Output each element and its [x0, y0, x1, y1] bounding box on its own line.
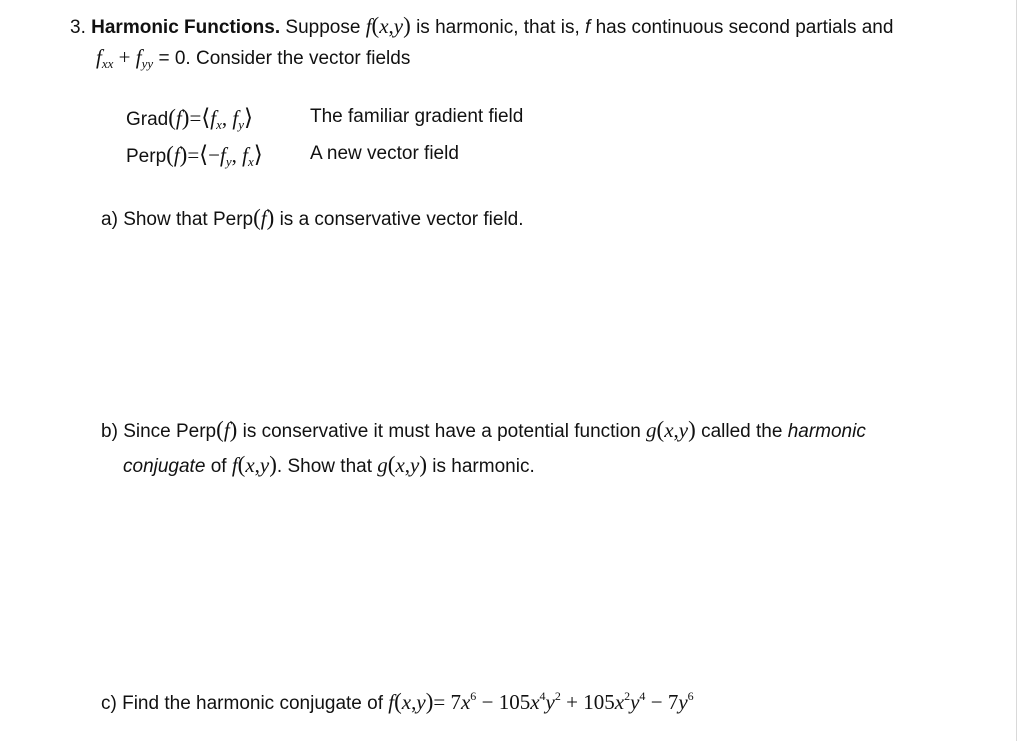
- part-a: a) Show that Perp(f) is a conservative vector field.: [101, 205, 524, 230]
- intro-suppose: Suppose: [285, 17, 361, 38]
- intro-rest: is harmonic, that is,: [416, 17, 580, 38]
- perp-description: A new vector field: [310, 143, 459, 164]
- grad-description: The familiar gradient field: [310, 106, 524, 127]
- part-c-label: c): [101, 693, 117, 714]
- part-b-label: b): [101, 421, 118, 442]
- part-a-label: a): [101, 209, 118, 230]
- intro-rest2: has continuous second partials and: [595, 17, 894, 38]
- problem-title: Harmonic Functions.: [91, 17, 281, 38]
- part-c: c) Find the harmonic conjugate of $f(x,y)= 7x^6 - 105x^4y^2 + 105x^2y^4 - 7y^6$: [101, 689, 694, 714]
- perp-definition: $Perp(f)=⟨-f_y$, $f_x⟩$: [126, 142, 263, 169]
- problem-number: 3.: [70, 17, 86, 38]
- harmonic-condition: $f_{xx} + f_{yy} = 0$. Consider the vector fields: [96, 45, 411, 71]
- page-edge-rule: [1016, 0, 1017, 741]
- condition-tail: = 0. Consider the vector fields: [158, 48, 411, 69]
- part-b-line2: conjugate of f(x,y). Show that g(x,y) is harmonic.: [123, 452, 535, 477]
- problem-heading: 3. Harmonic Functions. Suppose f(x,y) is harmonic, that is, f has continuous second partials and: [70, 13, 894, 38]
- grad-definition: $Grad(f)=⟨f_x$, $f_y⟩$: [126, 105, 253, 132]
- part-b-line1: b) Since Perp(f) is conservative it must have a potential function g(x,y) called the harmonic: [101, 417, 866, 442]
